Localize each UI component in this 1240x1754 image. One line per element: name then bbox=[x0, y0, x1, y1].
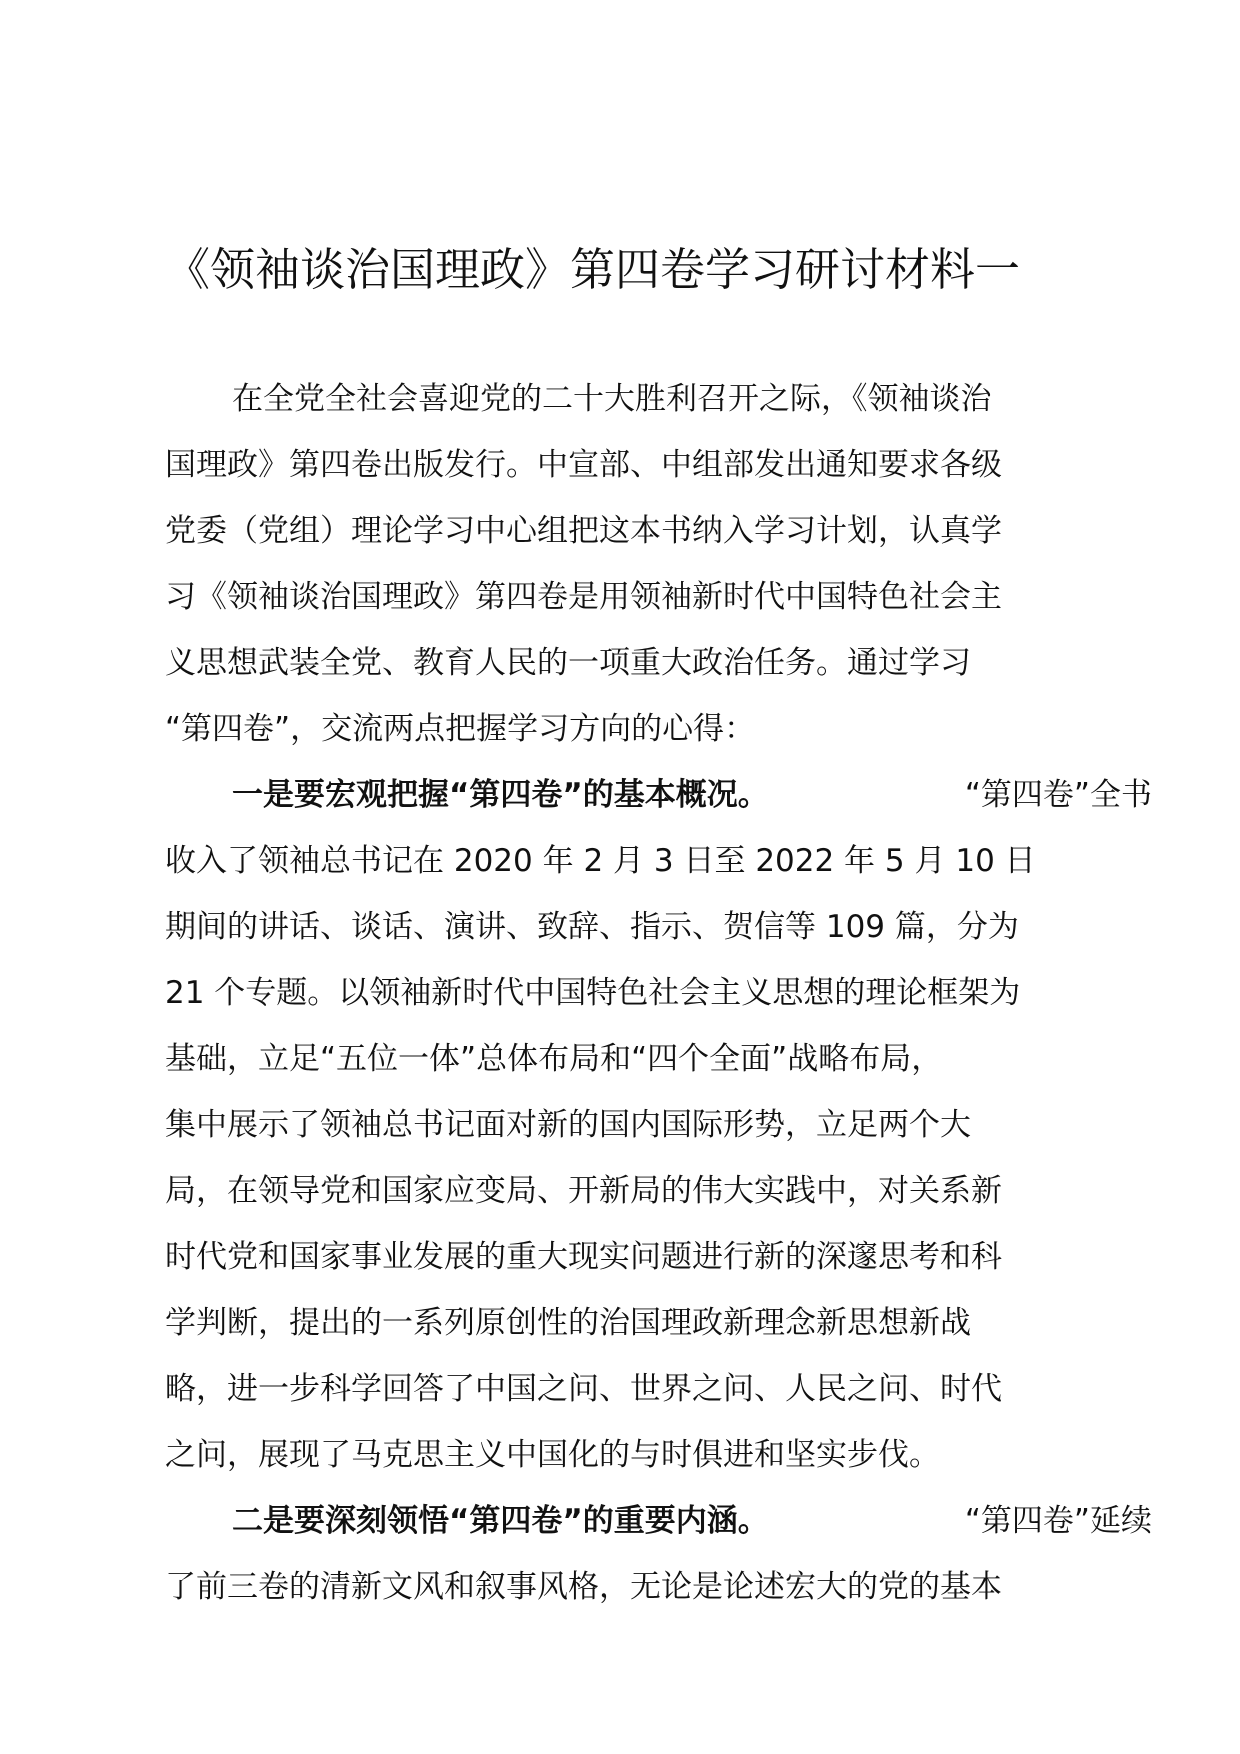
paragraph-line-with-heading bbox=[165, 762, 1152, 828]
paragraph-line: 期间的讲话、谈话、演讲、致辞、指示、贺信等 109 篇，分为 bbox=[165, 909, 1019, 945]
paragraph-line-tail: “第四卷”全书 bbox=[964, 777, 1152, 813]
paragraph-line: 略，进一步科学回答了中国之问、世界之问、人民之问、时代 bbox=[165, 1371, 1002, 1407]
paragraph-line: 在全党全社会喜迎党的二十大胜利召开之际，《领袖谈治 bbox=[232, 381, 992, 417]
paragraph-line: 了前三卷的清新文风和叙事风格，无论是论述宏大的党的基本 bbox=[165, 1569, 1002, 1605]
paragraph-line: 集中展示了领袖总书记面对新的国内国际形势，立足两个大 bbox=[165, 1107, 971, 1143]
paragraph-line: 21 个专题。以领袖新时代中国特色社会主义思想的理论框架为 bbox=[165, 975, 1021, 1011]
section-heading-2: 二是要深刻领悟“第四卷”的重要内涵。 bbox=[232, 1503, 769, 1539]
paragraph-line: 局，在领导党和国家应变局、开新局的伟大实践中，对关系新 bbox=[165, 1173, 1002, 1209]
section-heading-1: 一是要宏观把握“第四卷”的基本概况。 bbox=[232, 777, 769, 813]
paragraph-line: “第四卷”，交流两点把握学习方向的心得： bbox=[165, 711, 756, 747]
paragraph-line: 学判断，提出的一系列原创性的治国理政新理念新思想新战 bbox=[165, 1305, 971, 1341]
paragraph-line: 国理政》第四卷出版发行。中宣部、中组部发出通知要求各级 bbox=[165, 447, 1002, 483]
document-body bbox=[165, 366, 1152, 1620]
paragraph-line: 习《领袖谈治国理政》第四卷是用领袖新时代中国特色社会主 bbox=[165, 579, 1002, 615]
paragraph-line-tail: “第四卷”延续 bbox=[964, 1503, 1152, 1539]
paragraph-line: 基础，立足“五位一体”总体布局和“四个全面”战略布局， bbox=[165, 1041, 943, 1077]
paragraph-line: 义思想武装全党、教育人民的一项重大政治任务。通过学习 bbox=[165, 645, 971, 681]
paragraph-line: 党委（党组）理论学习中心组把这本书纳入学习计划，认真学 bbox=[165, 513, 1002, 549]
paragraph-line: 收入了领袖总书记在 2020 年 2 月 3 日至 2022 年 5 月 10 日 bbox=[165, 843, 1036, 879]
paragraph-line: 之问，展现了马克思主义中国化的与时俱进和坚实步伐。 bbox=[165, 1437, 940, 1473]
paragraph-line-with-heading bbox=[165, 1488, 1152, 1554]
paragraph-line: 时代党和国家事业发展的重大现实问题进行新的深邃思考和科 bbox=[165, 1239, 1002, 1275]
document-title: 《领袖谈治国理政》第四卷学习研讨材料一 bbox=[165, 243, 1021, 296]
